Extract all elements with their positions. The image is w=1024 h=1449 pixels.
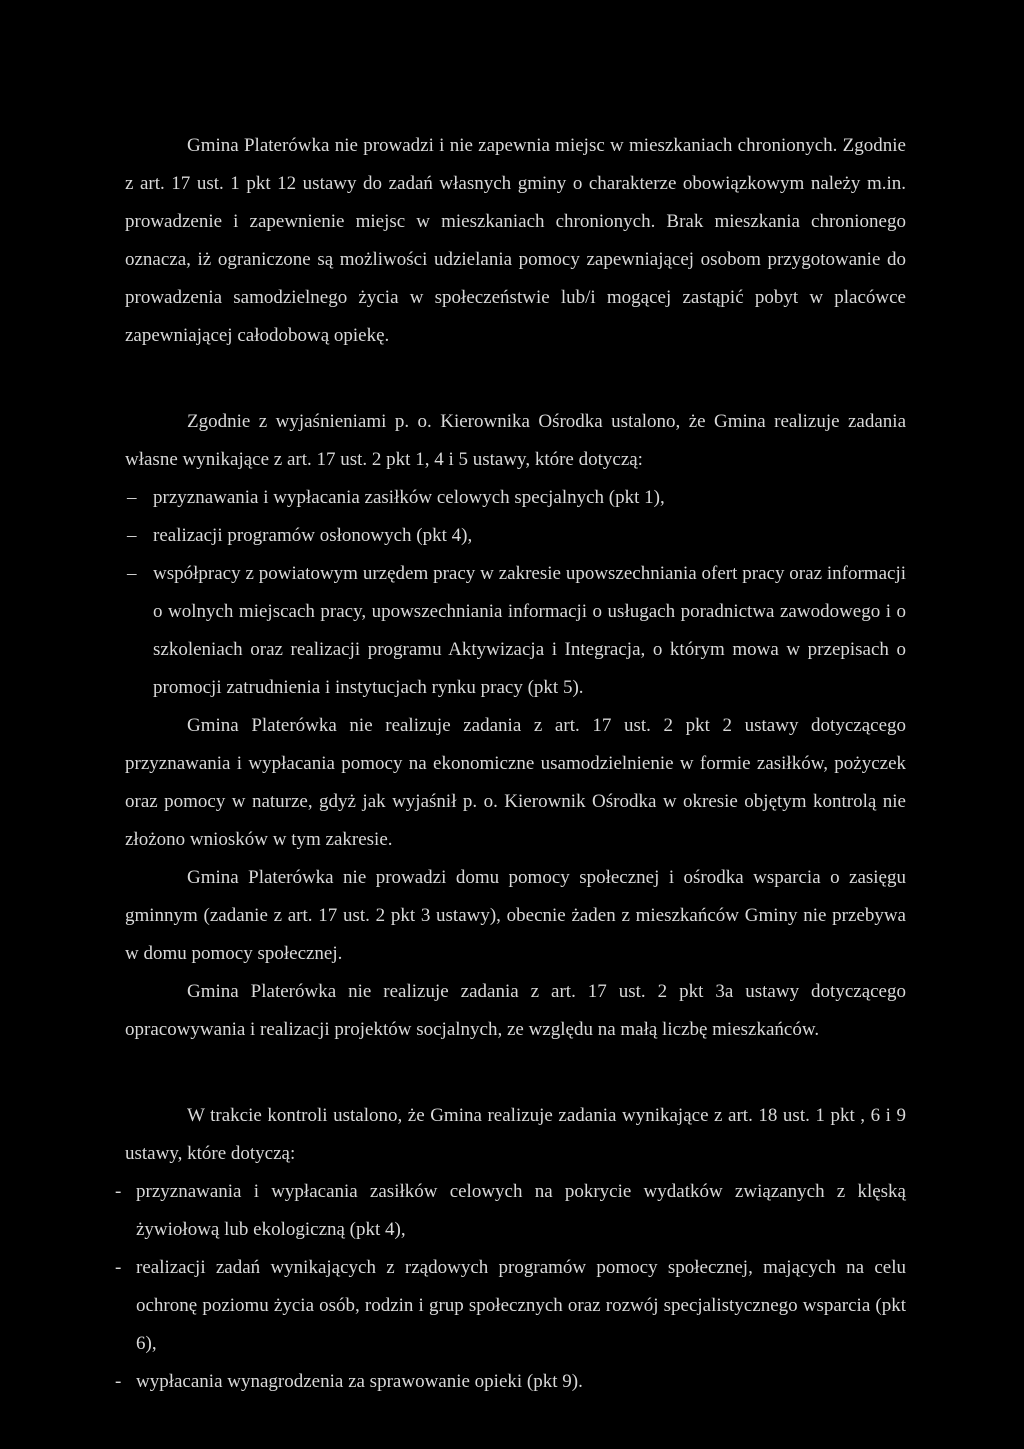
list-item-text: przyznawania i wypłacania zasiłków celowych specjalnych (pkt 1),: [153, 487, 665, 508]
dash-bullet: –: [127, 563, 137, 584]
list-item: [115, 1363, 906, 1401]
paragraph-mieszkania-chronione: Gmina Platerówka nie prowadzi i nie zapewnia miejsc w mieszkaniach chronionych. Zgodnie z art. 17 ust. 1 pkt 12 ustawy do zadań własnych gminy o charakterze obowiązkowym należy m.in. prowadzenie i zapewnienie miejsc w mieszkaniach chronionych. Brak mieszkania chronionego oznacza, iż ograniczone są możliwości udzielania pomocy zapewniającej osobom przygotowanie do prowadzenia samodzielnego życia w społeczeństwie lub/i mogącej zastąpić pobyt w placówce zapewniającej całodobową opiekę.: [125, 135, 906, 346]
paragraph-pomoc-ekonomiczna: Gmina Platerówka nie realizuje zadania z art. 17 ust. 2 pkt 2 ustawy dotyczącego przyznawania i wypłacania pomocy na ekonomiczne usamodzielnienie w formie zasiłków, pożyczek oraz pomocy w naturze, gdyż jak wyjaśnił p. o. Kierownik Ośrodka w okresie objętym kontrolą nie złożono wniosków w tym zakresie.: [125, 715, 906, 850]
dash-bullet: –: [127, 487, 137, 508]
paragraph-zadania-zlecone-intro: W trakcie kontroli ustalono, że Gmina realizuje zadania wynikające z art. 18 ust. 1 pkt , 6 i 9 ustawy, które dotyczą:: [125, 1105, 906, 1164]
list-item: [125, 517, 906, 555]
paragraph-dom-pomocy: Gmina Platerówka nie prowadzi domu pomocy społecznej i ośrodka wsparcia o zasięgu gminnym (zadanie z art. 17 ust. 2 pkt 3 ustawy), obecnie żaden z mieszkańców Gminy nie przebywa w domu pomocy społecznej.: [125, 867, 906, 964]
list-zadania-wlasne: [125, 479, 906, 707]
document-page: [115, 127, 906, 1401]
hyphen-bullet: -: [115, 1371, 122, 1392]
paragraph-projekty-socjalne: Gmina Platerówka nie realizuje zadania z art. 17 ust. 2 pkt 3a ustawy dotyczącego opracowywania i realizacji projektów socjalnych, ze względu na małą liczbę mieszkańców.: [125, 981, 906, 1040]
paragraph-spacer: [125, 355, 906, 403]
list-item: [115, 1173, 906, 1249]
hyphen-bullet: -: [115, 1257, 122, 1278]
list-item-text: wypłacania wynagrodzenia za sprawowanie opieki (pkt 9).: [136, 1371, 583, 1392]
list-item: [125, 479, 906, 517]
list-item-text: realizacji programów osłonowych (pkt 4),: [153, 525, 473, 546]
list-item-text: realizacji zadań wynikających z rządowych programów pomocy społecznej, mających na celu ochronę poziomu życia osób, rodzin i grup społecznych oraz rozwój specjalistycznego wsparcia (pkt 6),: [136, 1257, 906, 1354]
list-item: [115, 1249, 906, 1363]
list-zadania-zlecone: [115, 1173, 906, 1401]
paragraph-spacer: [125, 1049, 906, 1097]
list-item-text: przyznawania i wypłacania zasiłków celowych na pokrycie wydatków związanych z klęską żywiołową lub ekologiczną (pkt 4),: [136, 1181, 906, 1240]
paragraph-zadania-wlasne-intro: Zgodnie z wyjaśnieniami p. o. Kierownika Ośrodka ustalono, że Gmina realizuje zadania własne wynikające z art. 17 ust. 2 pkt 1, 4 i 5 ustawy, które dotyczą:: [125, 411, 906, 470]
hyphen-bullet: -: [115, 1181, 122, 1202]
list-item: [125, 555, 906, 707]
dash-bullet: –: [127, 525, 137, 546]
list-item-text: współpracy z powiatowym urzędem pracy w zakresie upowszechniania ofert pracy oraz informacji o wolnych miejscach pracy, upowszechniania informacji o usługach poradnictwa zawodowego i o szkoleniach oraz realizacji programu Aktywizacja i Integracja, o którym mowa w przepisach o promocji zatrudnienia i instytucjach rynku pracy (pkt 5).: [153, 563, 906, 698]
